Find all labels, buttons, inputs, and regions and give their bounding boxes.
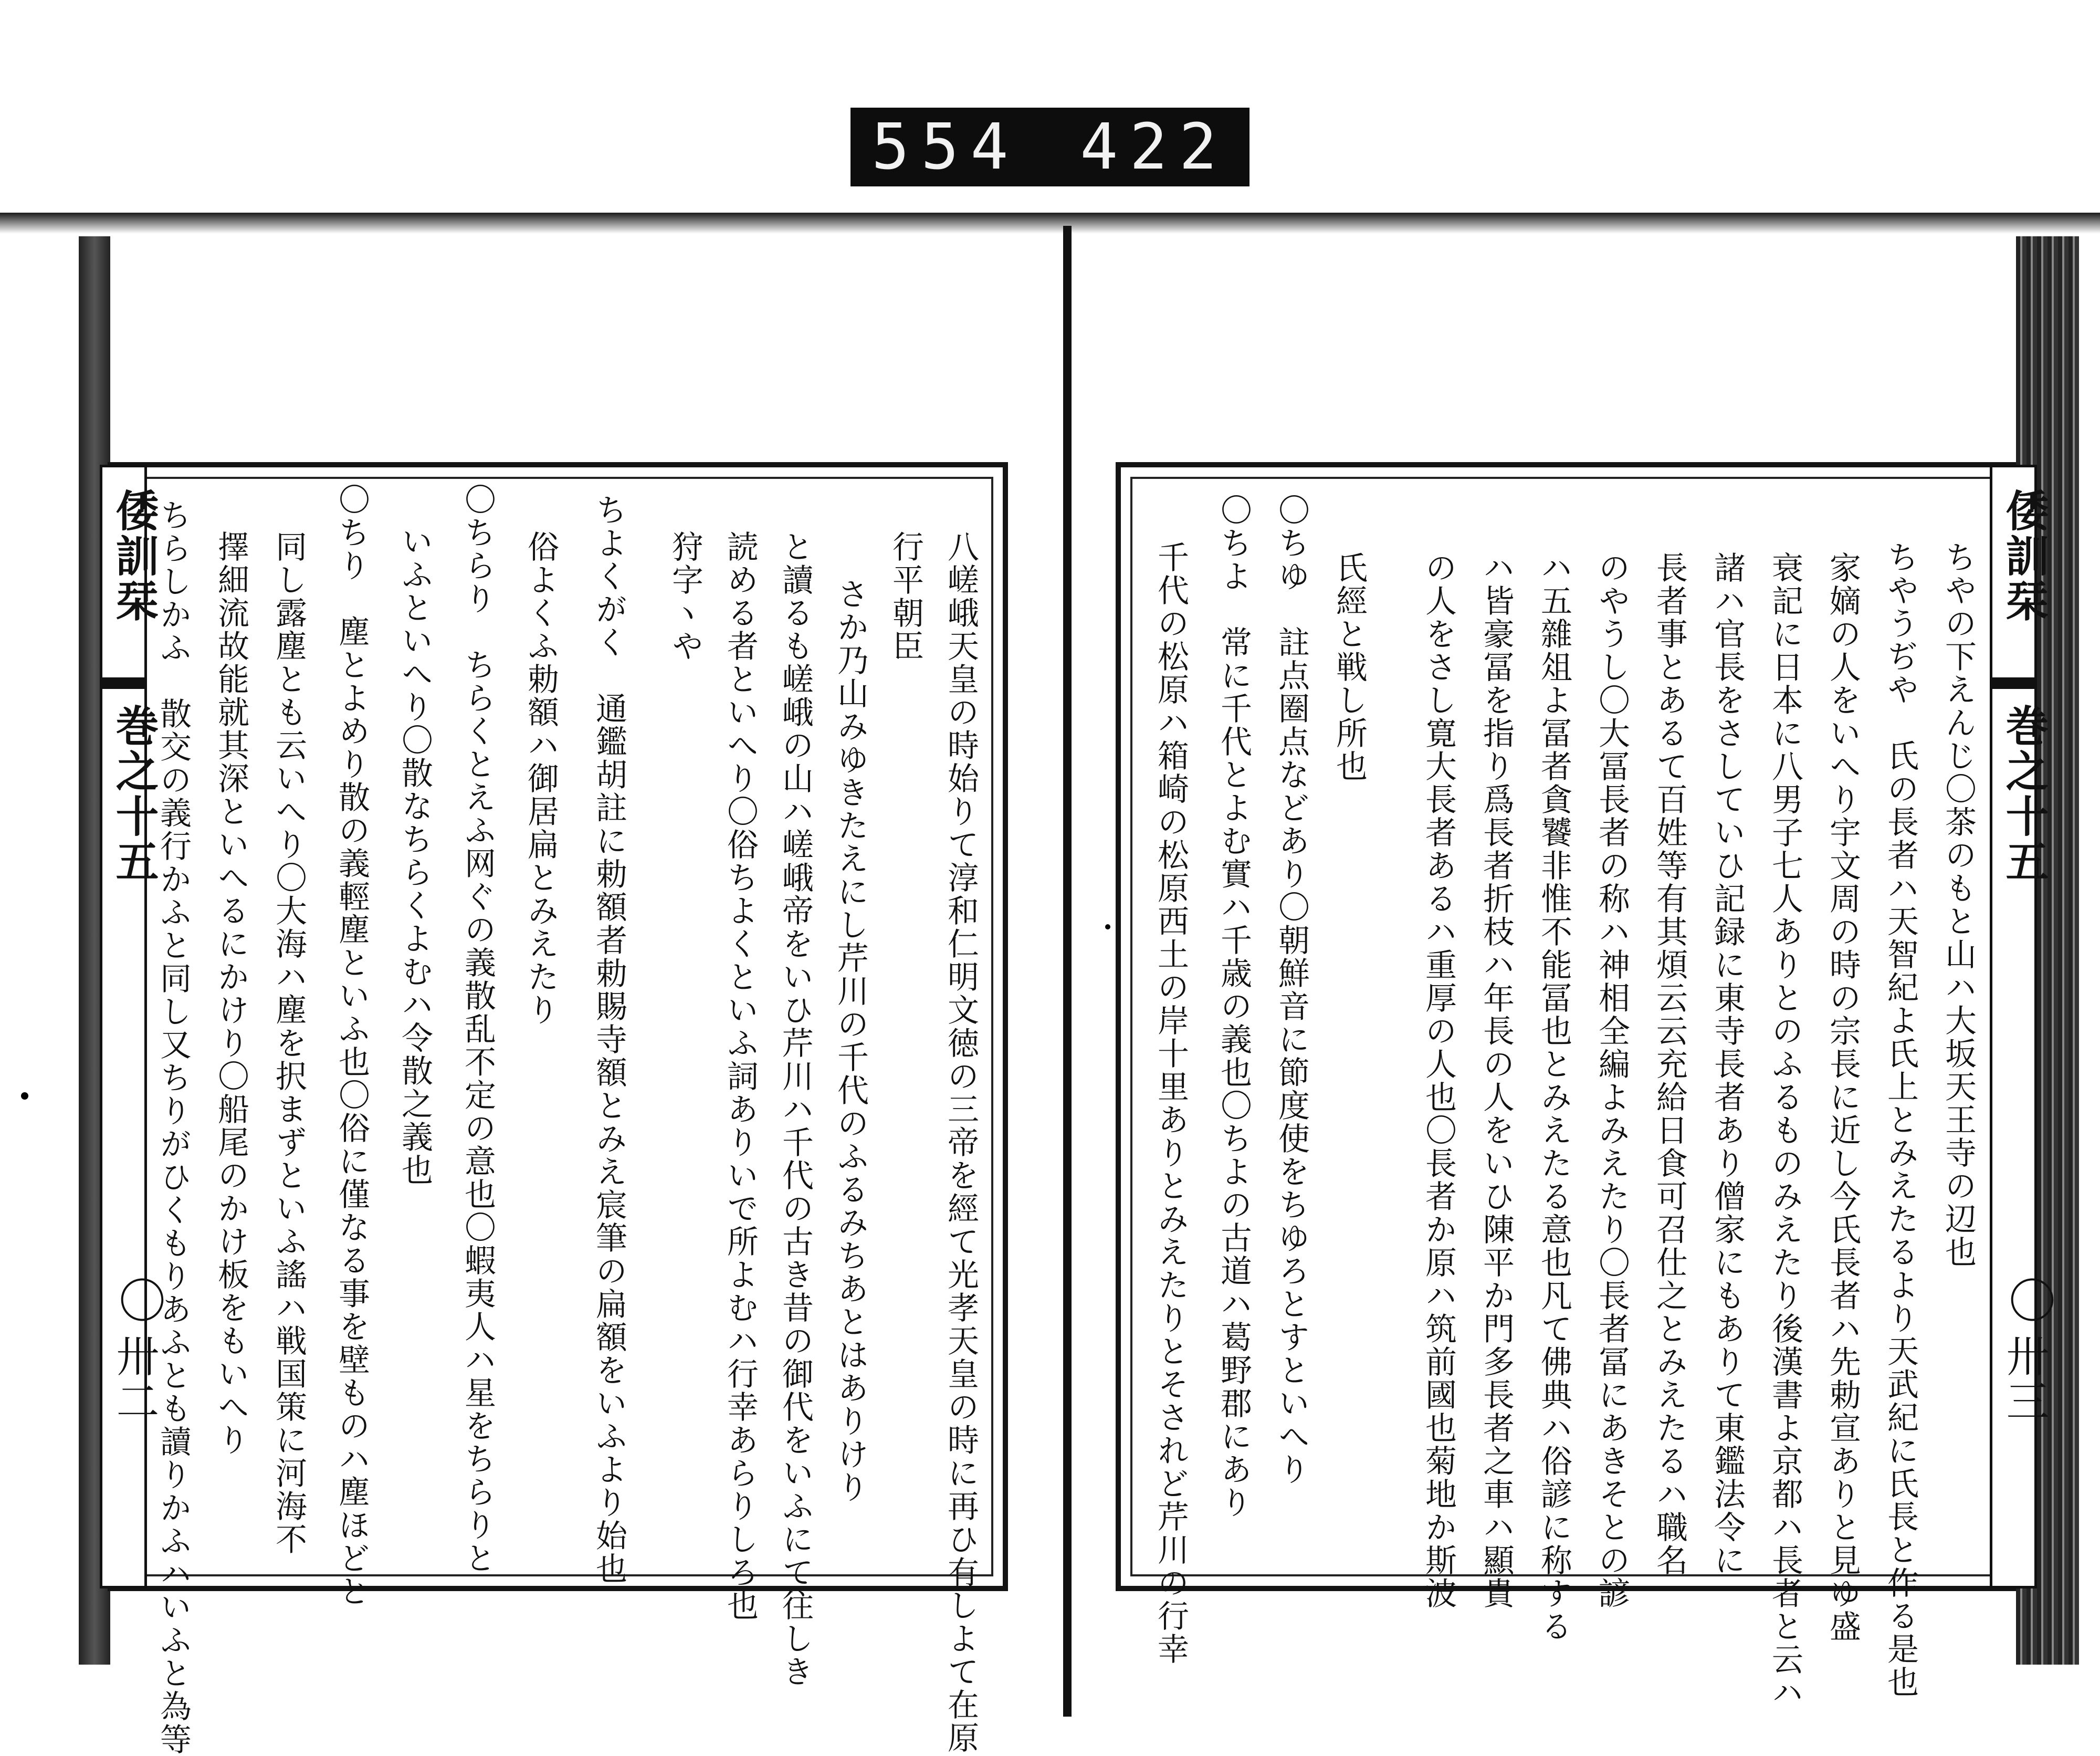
left-text-column-1: 八嵯峨天皇の時始りて淳和仁明文徳の三帝を經て光孝天皇の時に再ひ有しよて在原: [942, 530, 979, 1754]
right-text-column-2: ちやうぢや 氏の長者ハ天智紀よ氏上とみえたるより天武紀に氏長と作る是也: [1882, 541, 1919, 1699]
right-text-column-3: 家嫡の人をいへり宇文周の時の宗長に近し今氏長者ハ先勅宣ありと見ゆ盛: [1824, 551, 1861, 1643]
left-text-column-6: 狩字ヽや: [667, 530, 704, 663]
left-side-title-divider: [102, 677, 144, 689]
left-side-volume: 巻之十五: [109, 704, 159, 884]
frame-number-left: 554: [872, 110, 1020, 184]
right-side-volume: 巻之十五: [1999, 704, 2049, 884]
scan-speck: [21, 1092, 28, 1100]
right-text-column-4: 衰記に日本に八男子七人ありとのふるものみえたり後漢書よ京都ハ長者と云ハ: [1767, 551, 1803, 1709]
right-page-leaf-number: 卅三: [1999, 1334, 2049, 1424]
left-page-circle-mark: 〇: [110, 1276, 165, 1325]
book-gutter: [1063, 226, 1072, 1717]
right-page-circle-mark: 〇: [2000, 1276, 2055, 1325]
right-text-column-12: 〇ちゆ 註点圈点などあり〇朝鮮音に節度使をちゆろとすといへり: [1273, 494, 1310, 1486]
right-text-column-14: 千代の松原ハ箱崎の松原西土の岸十里ありとみえたりとそされど芹川の行幸: [1152, 541, 1189, 1666]
left-page-side-title-tab: [100, 465, 165, 1588]
right-side-title: 倭訓栞: [1999, 488, 2049, 624]
left-text-column-3: さか乃山みゆきたえにし芹川の千代のふるみちあとはありけり: [832, 578, 869, 1504]
left-text-column-5: 読める者といへり〇俗ちよくといふ詞ありいで所よむハ行幸あらりしろ也: [722, 530, 759, 1622]
right-text-column-10: の人をさし寛大長者あるハ重厚の人也〇長者か原ハ筑前國也菊地か斯波: [1420, 551, 1457, 1610]
right-text-column-13: 〇ちよ 常に千代とよむ實ハ千歳の義也〇ちよの古道ハ葛野郡にあり: [1215, 494, 1252, 1519]
left-text-column-12: 同し露塵とも云いへり〇大海ハ塵を択まずといふ謠ハ戦国策に河海不: [270, 530, 307, 1556]
right-text-column-6: 長者事とあるて百姓等有其煩云云充給日食可召仕之とみえたるハ職名: [1651, 551, 1688, 1577]
left-text-column-9: 〇ちらり ちらくとえふ网ぐの義散乱不定の意也〇蝦夷人ハ星をちらりと: [459, 483, 496, 1575]
left-text-column-13: 擇細流故能就其深といへるにかけり〇船尾のかけ板をもいへり: [213, 530, 249, 1457]
left-text-column-10: いふといへり〇散なちらくよむハ令散之義也: [396, 525, 433, 1187]
right-text-column-8: ハ五雜俎よ冨者貪饕非惟不能冨也とみえたる意也凡て佛典ハ俗諺に称する: [1536, 551, 1572, 1643]
right-text-column-1: ちやの下えんじ〇茶のもと山ハ大坂天王寺の辺也: [1940, 541, 1977, 1269]
left-text-column-11: 〇ちり 塵とよめり散の義輕塵といふ也〇俗に僅なる事を壁ものハ塵ほどと: [333, 483, 370, 1608]
right-text-column-5: 諸ハ官長をさしていひ記録に東寺長者あり僧家にもありて東鑑法令に: [1709, 551, 1746, 1577]
right-text-column-9: ハ皆豪冨を指り爲長者折枝ハ年長の人をいひ陳平か門多長者之車ハ顯貴: [1478, 551, 1515, 1610]
left-text-column-4: と讀るも嵯峨の山ハ嵯峨帝をいひ芹川ハ千代の古き昔の御代をいふにて往しき: [777, 530, 814, 1688]
left-page-leaf-number: 卅二: [109, 1334, 159, 1424]
left-side-title: 倭訓栞: [109, 488, 159, 624]
right-text-column-7: のやうし〇大冨長者の称ハ神相全編よみえたり〇長者冨にあきそとの諺: [1593, 551, 1630, 1610]
right-side-title-divider: [1992, 677, 2034, 689]
scan-speck: [1105, 924, 1110, 929]
left-text-column-8: 俗よくふ勅額ハ御居扁とみえたり: [522, 530, 559, 1027]
right-page-side-title-tab: [1990, 465, 2055, 1588]
frame-number-right: 422: [1080, 110, 1228, 184]
right-text-column-11: 氏經と戦し所也: [1331, 551, 1368, 783]
frame-number-label: [850, 108, 1250, 186]
left-text-column-14: ちらしかふ 散交の義行かふと同し又ちりがひくもりあふとも讀りかふハいふと為等: [155, 499, 192, 1756]
left-text-column-7: ちよくがく 通鑑胡註に勅額者勅賜寺額とみえ宸筆の扁額をいふより始也: [591, 494, 627, 1585]
left-text-column-2: 行平朝臣: [887, 530, 924, 663]
